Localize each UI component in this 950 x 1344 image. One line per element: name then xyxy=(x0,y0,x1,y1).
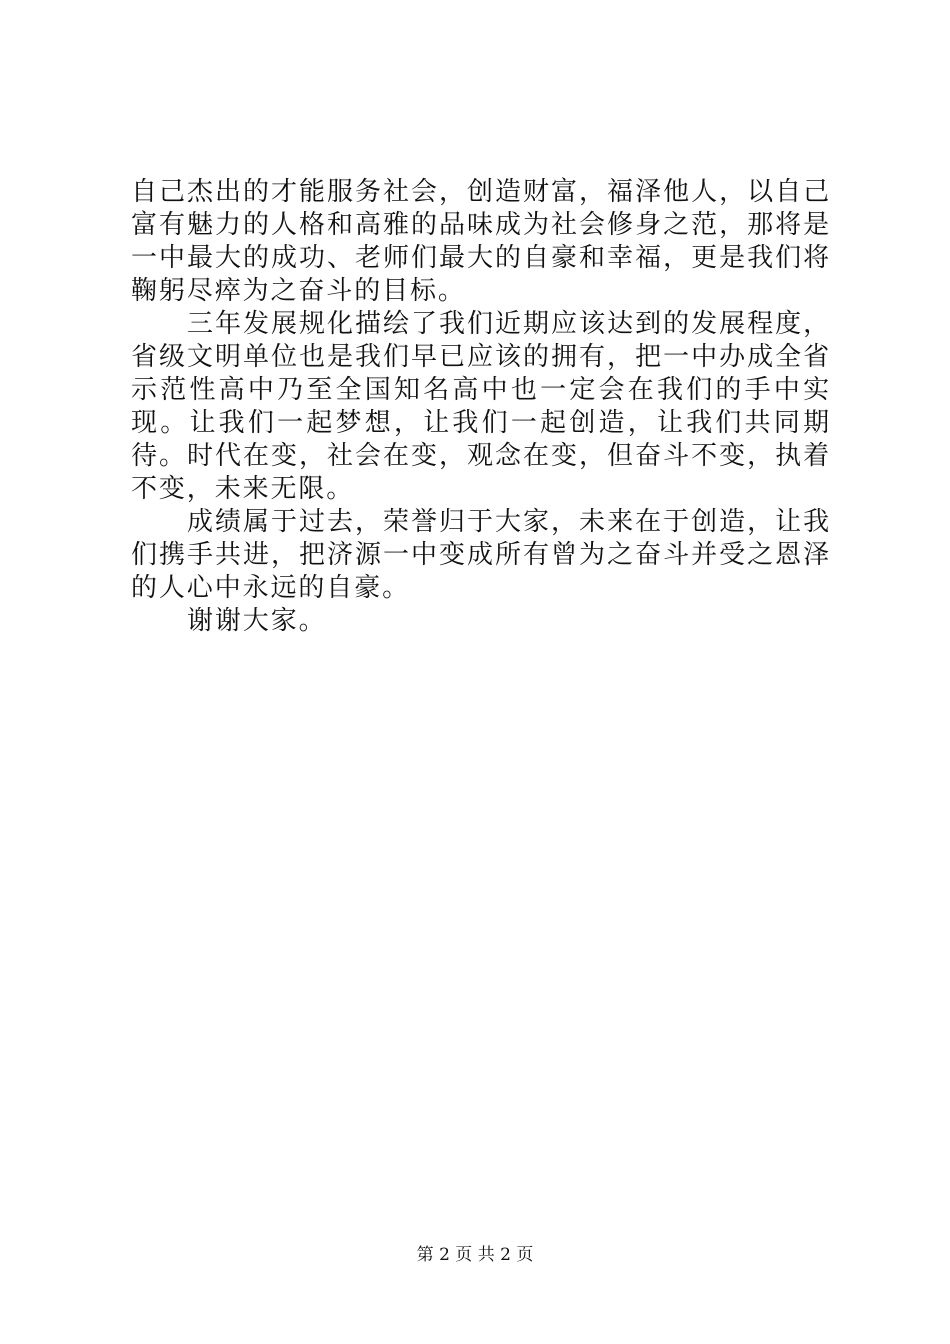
paragraph-development-plan: 三年发展规化描绘了我们近期应该达到的发展程度，省级文明单位也是我们早已应该的拥有，把一中办成全省示范性高中乃至全国知名高中也一定会在我们的手中实现。让我们一起梦想，让我们一起创造，让我们共同期待。时代在变，社会在变，观念在变，但奋斗不变，执着不变，未来无限。 xyxy=(131,309,831,504)
paragraph-thanks: 谢谢大家。 xyxy=(187,606,327,636)
paragraph-achievements: 成绩属于过去，荣誉归于大家，未来在于创造，让我们携手共进，把济源一中变成所有曾为之奋斗并受之恩泽的人心中永远的自豪。 xyxy=(131,507,831,603)
paragraph-continuation: 自己杰出的才能服务社会，创造财富，福泽他人，以自己富有魅力的人格和高雅的品味成为社会修身之范，那将是一中最大的成功、老师们最大的自豪和幸福，更是我们将鞠躬尽瘁为之奋斗的目标。 xyxy=(131,177,831,306)
page-number-footer: 第 2 页 共 2 页 xyxy=(416,1245,534,1265)
document-body xyxy=(131,176,831,638)
